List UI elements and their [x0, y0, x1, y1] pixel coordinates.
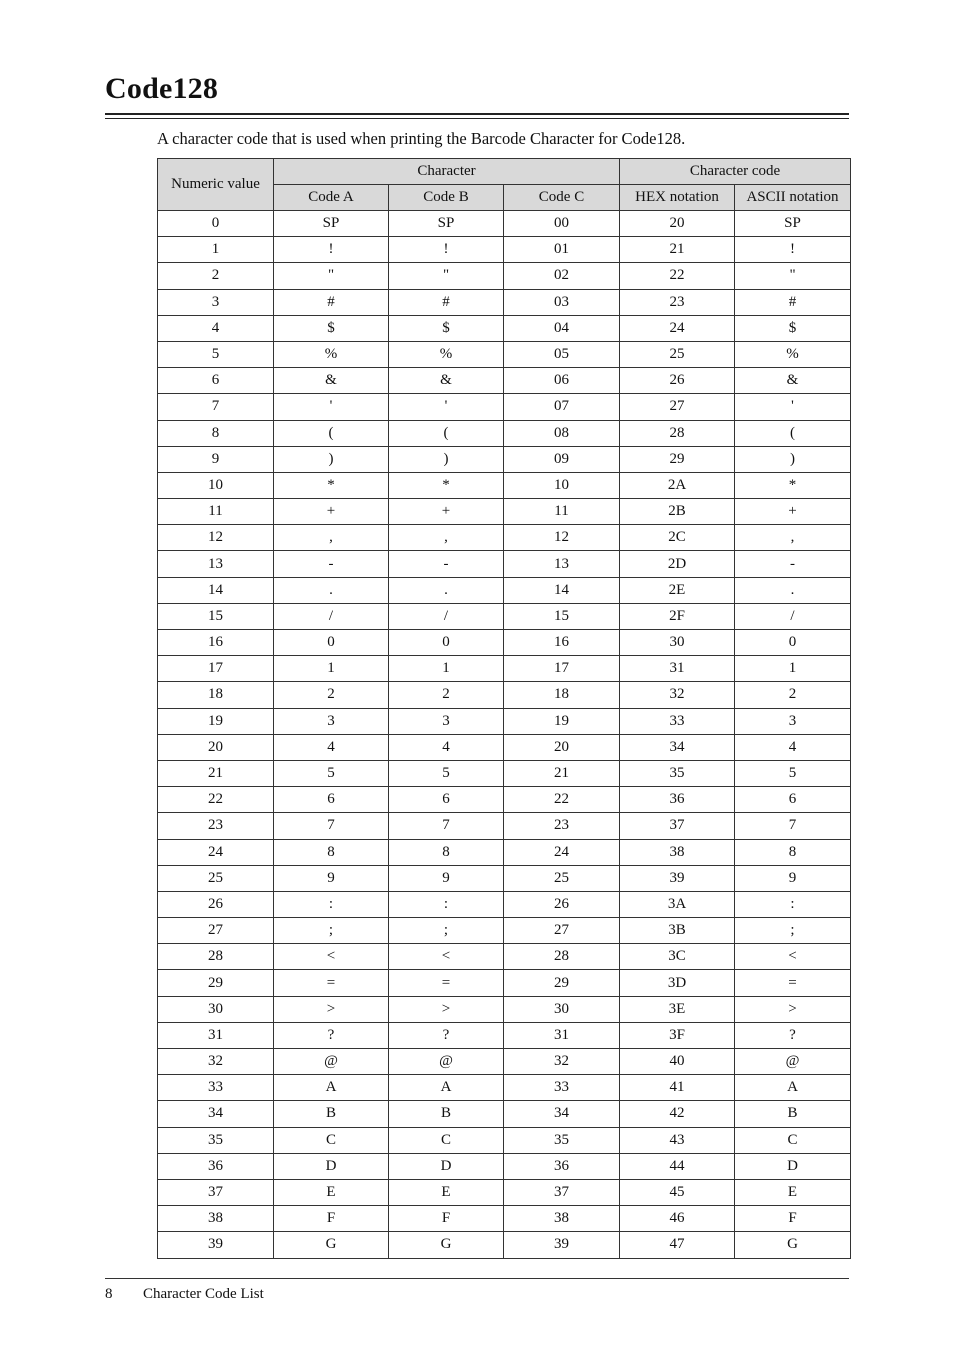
cell-hex: 2F	[620, 603, 735, 629]
cell-code-b: ;	[389, 918, 504, 944]
cell-code-c: 11	[504, 499, 620, 525]
cell-code-b: )	[389, 446, 504, 472]
cell-numeric-value: 26	[158, 891, 274, 917]
table-row	[158, 1101, 851, 1127]
table-row	[158, 525, 851, 551]
cell-code-a: $	[274, 315, 389, 341]
cell-numeric-value: 8	[158, 420, 274, 446]
cell-code-c: 02	[504, 263, 620, 289]
cell-code-c: 15	[504, 603, 620, 629]
cell-code-b: 6	[389, 787, 504, 813]
cell-hex: 47	[620, 1232, 735, 1258]
cell-code-b: 7	[389, 813, 504, 839]
table-row	[158, 682, 851, 708]
cell-ascii: "	[735, 263, 851, 289]
cell-code-b: .	[389, 577, 504, 603]
cell-numeric-value: 15	[158, 603, 274, 629]
cell-code-c: 27	[504, 918, 620, 944]
cell-code-b: 3	[389, 708, 504, 734]
cell-code-a: 2	[274, 682, 389, 708]
cell-hex: 20	[620, 211, 735, 237]
cell-numeric-value: 2	[158, 263, 274, 289]
cell-code-c: 32	[504, 1049, 620, 1075]
cell-ascii: )	[735, 446, 851, 472]
cell-numeric-value: 21	[158, 760, 274, 786]
cell-code-a: -	[274, 551, 389, 577]
cell-hex: 2B	[620, 499, 735, 525]
cell-hex: 33	[620, 708, 735, 734]
table-row	[158, 708, 851, 734]
cell-code-b: @	[389, 1049, 504, 1075]
cell-ascii: 1	[735, 656, 851, 682]
cell-code-c: 19	[504, 708, 620, 734]
cell-code-c: 12	[504, 525, 620, 551]
cell-hex: 28	[620, 420, 735, 446]
cell-code-c: 10	[504, 472, 620, 498]
cell-ascii: =	[735, 970, 851, 996]
cell-code-c: 01	[504, 237, 620, 263]
cell-hex: 22	[620, 263, 735, 289]
cell-code-c: 29	[504, 970, 620, 996]
table-row	[158, 918, 851, 944]
cell-hex: 2E	[620, 577, 735, 603]
cell-code-a: ,	[274, 525, 389, 551]
table-row	[158, 1075, 851, 1101]
cell-code-b: G	[389, 1232, 504, 1258]
cell-code-a: "	[274, 263, 389, 289]
cell-code-b: $	[389, 315, 504, 341]
cell-ascii: A	[735, 1075, 851, 1101]
cell-hex: 3C	[620, 944, 735, 970]
header-hex: HEX notation	[620, 185, 735, 211]
cell-numeric-value: 12	[158, 525, 274, 551]
cell-ascii: C	[735, 1127, 851, 1153]
cell-code-b: ,	[389, 525, 504, 551]
table-row	[158, 420, 851, 446]
cell-ascii: 5	[735, 760, 851, 786]
cell-ascii: 0	[735, 630, 851, 656]
cell-ascii: 3	[735, 708, 851, 734]
page-title: Code128	[105, 72, 219, 105]
cell-code-a: D	[274, 1153, 389, 1179]
cell-ascii: '	[735, 394, 851, 420]
cell-code-a: ?	[274, 1022, 389, 1048]
cell-code-c: 05	[504, 341, 620, 367]
cell-code-a: %	[274, 341, 389, 367]
cell-hex: 42	[620, 1101, 735, 1127]
cell-code-a: (	[274, 420, 389, 446]
cell-code-c: 14	[504, 577, 620, 603]
cell-code-b: (	[389, 420, 504, 446]
cell-code-b: *	[389, 472, 504, 498]
cell-ascii: F	[735, 1206, 851, 1232]
cell-numeric-value: 11	[158, 499, 274, 525]
cell-code-c: 08	[504, 420, 620, 446]
cell-code-c: 28	[504, 944, 620, 970]
cell-ascii: 9	[735, 865, 851, 891]
table-row	[158, 603, 851, 629]
cell-code-c: 37	[504, 1179, 620, 1205]
cell-numeric-value: 9	[158, 446, 274, 472]
cell-code-c: 13	[504, 551, 620, 577]
cell-code-c: 16	[504, 630, 620, 656]
cell-code-a: >	[274, 996, 389, 1022]
cell-numeric-value: 33	[158, 1075, 274, 1101]
cell-hex: 37	[620, 813, 735, 839]
cell-code-b: E	[389, 1179, 504, 1205]
cell-hex: 43	[620, 1127, 735, 1153]
cell-code-c: 25	[504, 865, 620, 891]
header-character: Character	[274, 159, 620, 185]
header-character-code: Character code	[620, 159, 851, 185]
cell-code-b: 2	[389, 682, 504, 708]
cell-numeric-value: 5	[158, 341, 274, 367]
code128-table	[157, 158, 851, 1259]
cell-code-c: 23	[504, 813, 620, 839]
cell-code-a: @	[274, 1049, 389, 1075]
cell-code-c: 06	[504, 368, 620, 394]
cell-code-b: F	[389, 1206, 504, 1232]
cell-numeric-value: 6	[158, 368, 274, 394]
cell-ascii: /	[735, 603, 851, 629]
table-row	[158, 1153, 851, 1179]
table-row	[158, 1127, 851, 1153]
cell-code-a: 7	[274, 813, 389, 839]
cell-ascii: ;	[735, 918, 851, 944]
table-row	[158, 1206, 851, 1232]
table-row	[158, 944, 851, 970]
header-ascii: ASCII notation	[735, 185, 851, 211]
cell-code-a: =	[274, 970, 389, 996]
cell-code-a: *	[274, 472, 389, 498]
intro-text: A character code that is used when printing the Barcode Character for Code128.	[157, 129, 686, 148]
cell-numeric-value: 16	[158, 630, 274, 656]
cell-code-b: !	[389, 237, 504, 263]
table-row	[158, 891, 851, 917]
cell-code-c: 30	[504, 996, 620, 1022]
table-row	[158, 499, 851, 525]
cell-code-b: :	[389, 891, 504, 917]
cell-ascii: 8	[735, 839, 851, 865]
cell-numeric-value: 10	[158, 472, 274, 498]
cell-ascii: G	[735, 1232, 851, 1258]
table-row	[158, 760, 851, 786]
cell-code-c: 09	[504, 446, 620, 472]
cell-code-b: 5	[389, 760, 504, 786]
cell-code-a: #	[274, 289, 389, 315]
cell-ascii: #	[735, 289, 851, 315]
cell-ascii: $	[735, 315, 851, 341]
cell-numeric-value: 27	[158, 918, 274, 944]
cell-ascii: 4	[735, 734, 851, 760]
cell-hex: 2C	[620, 525, 735, 551]
cell-hex: 23	[620, 289, 735, 315]
cell-code-a: E	[274, 1179, 389, 1205]
header-code-a: Code A	[274, 185, 389, 211]
table-row	[158, 341, 851, 367]
cell-hex: 3F	[620, 1022, 735, 1048]
cell-numeric-value: 13	[158, 551, 274, 577]
footer-rule	[105, 1278, 849, 1279]
cell-ascii: @	[735, 1049, 851, 1075]
cell-ascii: B	[735, 1101, 851, 1127]
cell-numeric-value: 23	[158, 813, 274, 839]
cell-code-c: 21	[504, 760, 620, 786]
cell-numeric-value: 22	[158, 787, 274, 813]
cell-code-a: B	[274, 1101, 389, 1127]
cell-ascii: (	[735, 420, 851, 446]
table-row	[158, 1022, 851, 1048]
cell-code-c: 22	[504, 787, 620, 813]
cell-code-c: 34	[504, 1101, 620, 1127]
cell-code-c: 20	[504, 734, 620, 760]
table-row	[158, 263, 851, 289]
cell-code-a: F	[274, 1206, 389, 1232]
cell-numeric-value: 34	[158, 1101, 274, 1127]
cell-code-b: 1	[389, 656, 504, 682]
cell-code-a: !	[274, 237, 389, 263]
cell-code-c: 31	[504, 1022, 620, 1048]
cell-ascii: <	[735, 944, 851, 970]
header-code-b: Code B	[389, 185, 504, 211]
cell-hex: 21	[620, 237, 735, 263]
table-row	[158, 289, 851, 315]
cell-hex: 27	[620, 394, 735, 420]
cell-code-a: .	[274, 577, 389, 603]
cell-code-b: =	[389, 970, 504, 996]
cell-code-b: 9	[389, 865, 504, 891]
cell-numeric-value: 38	[158, 1206, 274, 1232]
cell-hex: 3D	[620, 970, 735, 996]
cell-ascii: ?	[735, 1022, 851, 1048]
cell-hex: 36	[620, 787, 735, 813]
cell-numeric-value: 4	[158, 315, 274, 341]
cell-code-a: :	[274, 891, 389, 917]
cell-code-a: C	[274, 1127, 389, 1153]
table-row	[158, 577, 851, 603]
cell-hex: 3E	[620, 996, 735, 1022]
cell-ascii: -	[735, 551, 851, 577]
cell-code-c: 03	[504, 289, 620, 315]
cell-numeric-value: 30	[158, 996, 274, 1022]
cell-code-a: '	[274, 394, 389, 420]
cell-code-a: 9	[274, 865, 389, 891]
table-row	[158, 787, 851, 813]
cell-numeric-value: 32	[158, 1049, 274, 1075]
cell-numeric-value: 3	[158, 289, 274, 315]
cell-numeric-value: 14	[158, 577, 274, 603]
table-row	[158, 996, 851, 1022]
cell-code-c: 07	[504, 394, 620, 420]
cell-code-b: SP	[389, 211, 504, 237]
cell-hex: 29	[620, 446, 735, 472]
cell-code-a: 4	[274, 734, 389, 760]
table-row	[158, 472, 851, 498]
cell-numeric-value: 36	[158, 1153, 274, 1179]
cell-hex: 3A	[620, 891, 735, 917]
cell-ascii: 6	[735, 787, 851, 813]
cell-hex: 41	[620, 1075, 735, 1101]
cell-code-b: 4	[389, 734, 504, 760]
cell-code-c: 18	[504, 682, 620, 708]
table-row	[158, 315, 851, 341]
table-row	[158, 630, 851, 656]
table-row	[158, 446, 851, 472]
cell-hex: 45	[620, 1179, 735, 1205]
table-body	[158, 211, 851, 1259]
cell-hex: 40	[620, 1049, 735, 1075]
cell-hex: 3B	[620, 918, 735, 944]
table-row	[158, 551, 851, 577]
table-row	[158, 865, 851, 891]
cell-ascii: D	[735, 1153, 851, 1179]
cell-code-b: 8	[389, 839, 504, 865]
table-row	[158, 394, 851, 420]
footer-section-title: Character Code List	[143, 1286, 264, 1302]
title-rule-thin	[105, 118, 849, 119]
cell-numeric-value: 25	[158, 865, 274, 891]
table-row	[158, 813, 851, 839]
cell-code-b: <	[389, 944, 504, 970]
cell-code-b: &	[389, 368, 504, 394]
cell-hex: 25	[620, 341, 735, 367]
cell-ascii: 2	[735, 682, 851, 708]
cell-code-a: 8	[274, 839, 389, 865]
cell-code-c: 33	[504, 1075, 620, 1101]
cell-ascii: >	[735, 996, 851, 1022]
cell-code-c: 17	[504, 656, 620, 682]
title-rule	[105, 113, 849, 115]
cell-numeric-value: 19	[158, 708, 274, 734]
cell-code-c: 35	[504, 1127, 620, 1153]
cell-hex: 38	[620, 839, 735, 865]
cell-ascii: !	[735, 237, 851, 263]
cell-code-b: '	[389, 394, 504, 420]
cell-code-b: C	[389, 1127, 504, 1153]
cell-hex: 46	[620, 1206, 735, 1232]
cell-code-a: +	[274, 499, 389, 525]
cell-numeric-value: 29	[158, 970, 274, 996]
table-row	[158, 656, 851, 682]
cell-numeric-value: 37	[158, 1179, 274, 1205]
cell-code-b: +	[389, 499, 504, 525]
cell-ascii: E	[735, 1179, 851, 1205]
cell-code-b: A	[389, 1075, 504, 1101]
footer-page-number: 8	[105, 1286, 113, 1302]
cell-code-a: 3	[274, 708, 389, 734]
cell-ascii: +	[735, 499, 851, 525]
cell-code-a: <	[274, 944, 389, 970]
cell-hex: 35	[620, 760, 735, 786]
header-code-c: Code C	[504, 185, 620, 211]
table-row	[158, 211, 851, 237]
cell-code-b: D	[389, 1153, 504, 1179]
cell-hex: 39	[620, 865, 735, 891]
cell-code-a: 0	[274, 630, 389, 656]
cell-code-c: 26	[504, 891, 620, 917]
cell-hex: 2A	[620, 472, 735, 498]
table-row	[158, 734, 851, 760]
cell-code-b: "	[389, 263, 504, 289]
table-row	[158, 368, 851, 394]
cell-code-a: A	[274, 1075, 389, 1101]
cell-code-a: 6	[274, 787, 389, 813]
cell-code-a: )	[274, 446, 389, 472]
cell-hex: 31	[620, 656, 735, 682]
cell-code-c: 04	[504, 315, 620, 341]
table-row	[158, 1049, 851, 1075]
cell-code-a: 1	[274, 656, 389, 682]
cell-numeric-value: 31	[158, 1022, 274, 1048]
cell-ascii: *	[735, 472, 851, 498]
table-row	[158, 1232, 851, 1258]
cell-numeric-value: 35	[158, 1127, 274, 1153]
table-row	[158, 237, 851, 263]
cell-ascii: 7	[735, 813, 851, 839]
cell-code-b: 0	[389, 630, 504, 656]
cell-code-b: B	[389, 1101, 504, 1127]
cell-code-a: SP	[274, 211, 389, 237]
cell-code-c: 24	[504, 839, 620, 865]
cell-hex: 2D	[620, 551, 735, 577]
cell-numeric-value: 17	[158, 656, 274, 682]
cell-code-a: /	[274, 603, 389, 629]
cell-numeric-value: 1	[158, 237, 274, 263]
cell-ascii: &	[735, 368, 851, 394]
cell-code-b: ?	[389, 1022, 504, 1048]
cell-numeric-value: 28	[158, 944, 274, 970]
cell-hex: 32	[620, 682, 735, 708]
cell-code-c: 36	[504, 1153, 620, 1179]
cell-ascii: :	[735, 891, 851, 917]
cell-numeric-value: 20	[158, 734, 274, 760]
cell-numeric-value: 7	[158, 394, 274, 420]
cell-code-b: /	[389, 603, 504, 629]
cell-hex: 44	[620, 1153, 735, 1179]
cell-code-a: ;	[274, 918, 389, 944]
cell-numeric-value: 0	[158, 211, 274, 237]
cell-ascii: .	[735, 577, 851, 603]
cell-code-b: %	[389, 341, 504, 367]
cell-code-b: #	[389, 289, 504, 315]
cell-ascii: ,	[735, 525, 851, 551]
cell-code-c: 38	[504, 1206, 620, 1232]
cell-ascii: SP	[735, 211, 851, 237]
cell-hex: 26	[620, 368, 735, 394]
cell-code-b: >	[389, 996, 504, 1022]
cell-hex: 30	[620, 630, 735, 656]
table-row	[158, 1179, 851, 1205]
cell-numeric-value: 18	[158, 682, 274, 708]
cell-numeric-value: 24	[158, 839, 274, 865]
table-row	[158, 839, 851, 865]
cell-code-a: G	[274, 1232, 389, 1258]
cell-code-c: 39	[504, 1232, 620, 1258]
cell-code-a: &	[274, 368, 389, 394]
cell-hex: 24	[620, 315, 735, 341]
cell-code-a: 5	[274, 760, 389, 786]
cell-code-c: 00	[504, 211, 620, 237]
header-numeric-value: Numeric value	[158, 159, 274, 211]
cell-numeric-value: 39	[158, 1232, 274, 1258]
cell-code-b: -	[389, 551, 504, 577]
cell-hex: 34	[620, 734, 735, 760]
table-row	[158, 970, 851, 996]
cell-ascii: %	[735, 341, 851, 367]
